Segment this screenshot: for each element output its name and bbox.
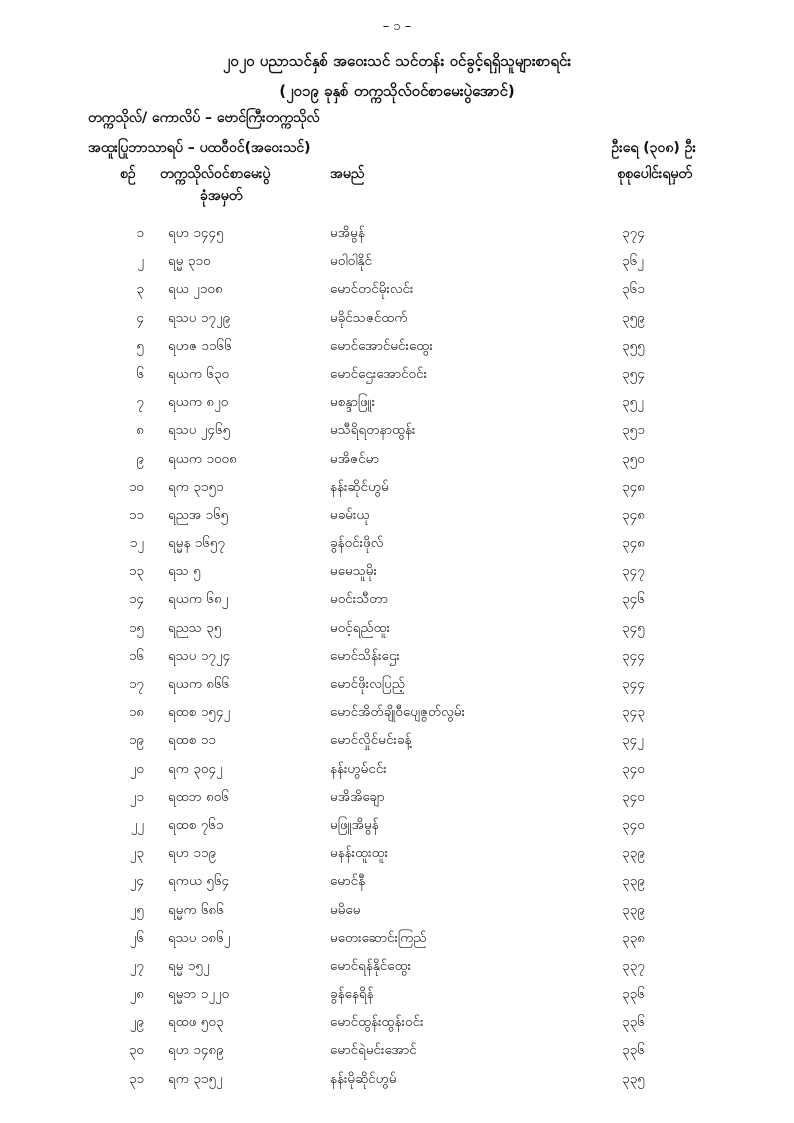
row-serial: ၂ (137, 253, 144, 270)
row-serial: ၃ (136, 281, 144, 298)
row-serial: ၁၅ (128, 619, 144, 636)
row-marks: ၃၄၈ (622, 506, 645, 523)
university-name: တက္ကသိုလ်/ ကောလိပ် – ဗောင်ကြီးတက္ကသိုလ် (88, 110, 320, 126)
row-serial: ၂၀ (129, 760, 144, 777)
row-name: မောင်နီ (330, 873, 366, 890)
table-row (0, 726, 794, 754)
row-marks: ၃၄၈ (622, 535, 645, 552)
row-roll-number: ရသပ ၁၇၂၉ (168, 309, 231, 326)
row-name: မောင်အောင်မင်းထွေး (330, 337, 433, 354)
row-serial: ၁၁ (128, 506, 144, 523)
column-header-sr: စဉ် (120, 166, 136, 182)
table-row (0, 557, 794, 585)
row-marks: ၃၄၅ (622, 619, 645, 636)
results-table (0, 219, 794, 1093)
row-name: မဝင်းသီတာ (330, 591, 388, 608)
row-name: မခမ်းယု (330, 506, 370, 523)
row-name: မဝါဝါနိုင် (330, 253, 373, 270)
table-row (0, 247, 794, 275)
row-name: မောင်ရန်နိုင်ထွေး (330, 957, 412, 974)
row-name: ခွန်နေရိန် (330, 986, 374, 1003)
row-name: မစန္ဒာဖြူး (330, 394, 376, 411)
row-serial: ၃၁ (128, 1070, 144, 1087)
table-row (0, 332, 794, 360)
row-serial: ၁ (136, 225, 144, 241)
row-name: နန်းဆိုင်ဟွမ် (330, 478, 389, 495)
row-marks: ၃၃၉ (622, 873, 645, 890)
row-roll-number: ရယက ၆၃၀ (168, 365, 230, 382)
row-serial: ၂၂ (130, 816, 144, 833)
table-row (0, 529, 794, 557)
row-name: မောင်ထွန်းထွန်းဝင်း (330, 1014, 424, 1031)
table-row (0, 388, 794, 416)
row-roll-number: ရဟ ၁၄၄၅ (168, 225, 224, 241)
row-serial: ၁၄ (128, 591, 144, 608)
row-serial: ၁၃ (128, 563, 144, 580)
row-marks: ၃၅၁ (622, 422, 645, 439)
row-name: ခွန်ဝင်းဖိုလ် (330, 535, 384, 552)
row-roll-number: ရညသ ၃၅ (168, 619, 222, 636)
row-roll-number: ရက ၃၁၅၁ (168, 478, 224, 495)
table-row (0, 783, 794, 811)
row-marks: ၃၆၂ (622, 253, 644, 270)
table-row (0, 360, 794, 388)
row-marks: ၃၄၆ (622, 591, 645, 608)
table-row (0, 1008, 794, 1036)
row-name: မအိဇင်မာ (330, 450, 379, 467)
table-row (0, 867, 794, 895)
row-name: မမိမေ (330, 901, 361, 918)
table-row (0, 585, 794, 613)
row-roll-number: ရသပ ၁၇၂၄ (168, 647, 231, 664)
row-name: မောင်လှိုင်မင်းခန့် (330, 732, 412, 749)
table-row (0, 896, 794, 924)
row-name: မောင်ဌေးအောင်ဝင်း (330, 365, 428, 382)
row-name: နန်းဟွမ်ငင်း (330, 760, 387, 777)
row-roll-number: ရသ ၅ (168, 563, 201, 580)
row-name: မဝင့်ရည်ထူး (330, 619, 391, 636)
table-row (0, 1065, 794, 1093)
row-marks: ၃၄၀ (622, 816, 645, 833)
row-roll-number: ရဟ ၁၁၉ (168, 845, 217, 862)
row-serial: ၁၂ (129, 535, 144, 552)
row-roll-number: ရသပ ၁၈၆၂ (168, 929, 231, 946)
row-serial: ၁၀ (128, 478, 144, 495)
row-roll-number: ရထစ ၇၆၁ (168, 816, 224, 833)
row-roll-number: ရထစ ၁၅၄၂ (168, 704, 231, 721)
document-subtitle: (၂၀၁၉ ခုနှစ် တက္ကသိုလ်ဝင်စာမေးပွဲအောင်) (279, 82, 515, 100)
row-serial: ၂၄ (129, 873, 144, 890)
row-serial: ၉ (136, 450, 144, 467)
row-roll-number: ရမ္မ ၃၁၀ (168, 253, 211, 270)
row-name: မောင်သိန်းဌေး (330, 647, 400, 664)
row-marks: ၃၃၅ (622, 1070, 645, 1087)
row-roll-number: ရယ ၂၁၀၈ (168, 281, 223, 298)
table-row (0, 698, 794, 726)
row-serial: ၂၅ (129, 901, 144, 918)
table-row (0, 473, 794, 501)
major-subject: အထူးပြုဘာသာရပ် – ပထဝီဝင်(အဝေးသင်) (88, 140, 311, 156)
row-marks: ၃၃၆ (622, 1014, 645, 1031)
table-row (0, 952, 794, 980)
row-name: မတေးဆောင်းကြည် (330, 929, 427, 946)
row-roll-number: ရထဘ ၈၀၆ (168, 788, 229, 805)
row-serial: ၅ (136, 337, 144, 354)
row-roll-number: ရညအ ၁၆၅ (168, 506, 229, 523)
row-marks: ၃၅၄ (622, 365, 645, 382)
row-name: မအိမွန် (330, 225, 365, 241)
row-marks: ၃၄၀ (622, 788, 645, 805)
row-marks: ၃၃၈ (622, 929, 645, 946)
row-roll-number: ရထဖ ၅၀၃ (168, 1014, 224, 1031)
table-row (0, 1036, 794, 1064)
row-roll-number: ရက ၃၁၅၂ (168, 1070, 223, 1087)
row-marks: ၃၅၀ (622, 450, 645, 467)
row-marks: ၃၄၀ (622, 760, 645, 777)
row-roll-number: ရကယ ၅၆၄ (168, 873, 230, 890)
row-serial: ၂၆ (129, 929, 144, 946)
row-serial: ၃၀ (128, 1042, 144, 1059)
row-serial: ၁၆ (128, 647, 144, 664)
row-name: မမေသူမိုး (330, 563, 377, 580)
row-roll-number: ရက ၃၀၄၂ (168, 760, 223, 777)
table-row (0, 219, 794, 247)
row-marks: ၃၄၇ (622, 563, 645, 580)
row-roll-number: ရမ္မဘ ၁၂၂၀ (168, 986, 230, 1003)
table-row (0, 501, 794, 529)
row-roll-number: ရယက ၈၂၀ (168, 394, 229, 411)
column-header-roll-line2: ခုံအမှတ် (200, 188, 243, 204)
row-serial: ၂၉ (129, 1014, 144, 1031)
row-serial: ၄ (136, 309, 144, 326)
row-marks: ၃၆၁ (622, 281, 645, 298)
row-roll-number: ရယက ၁၀၀၈ (168, 450, 237, 467)
column-header-roll: တက္ကသိုလ်ဝင်စာမေးပွဲ (160, 166, 271, 182)
row-name: မသီရိရတနာထွန်း (330, 422, 416, 439)
row-name: မနန်းထူးထူး (330, 845, 389, 862)
row-marks: ၃၄၄ (622, 647, 645, 664)
row-marks: ၃၃၉ (622, 845, 645, 862)
row-serial: ၁၈ (128, 704, 144, 721)
row-marks: ၃၄၃ (622, 704, 645, 721)
row-marks: ၃၃၆ (622, 1042, 645, 1059)
row-roll-number: ရယက ၆၈၂ (168, 591, 229, 608)
row-marks: ၃၅၂ (622, 394, 644, 411)
table-row (0, 924, 794, 952)
row-serial: ၁၉ (128, 732, 144, 749)
row-name: မောင်တင်မိုးလင်း (330, 281, 414, 298)
row-roll-number: ရမ္မ ၁၅၂ (168, 957, 210, 974)
row-serial: ၁၇ (128, 676, 144, 692)
row-name: မဖြူအိမွန် (330, 816, 379, 833)
row-marks: ၃၃၇ (622, 957, 645, 974)
table-row (0, 304, 794, 332)
row-name: မောင်ဖိုးလပြည့် (330, 676, 405, 692)
row-serial: ၂၁ (129, 788, 144, 805)
row-name: မောင်အိတ်ချိုဝီပျေဇွတ်လွမ်း (330, 704, 465, 721)
row-roll-number: ရယက ၈၆၆ (168, 676, 230, 692)
row-serial: ၇ (136, 394, 144, 411)
row-marks: ၃၅၉ (622, 309, 645, 326)
row-marks: ၃၄၈ (622, 478, 645, 495)
page-number: – ၁ – (382, 19, 412, 34)
row-marks: ၃၇၄ (622, 225, 645, 241)
row-marks: ၃၃၆ (622, 986, 645, 1003)
row-name: မခိုင်သဇင်ထက် (330, 309, 408, 326)
row-serial: ၂၇ (129, 957, 144, 974)
table-row (0, 642, 794, 670)
table-row (0, 275, 794, 303)
row-roll-number: ရထစ ၁၁ (168, 732, 216, 749)
table-row (0, 755, 794, 783)
row-roll-number: ရသပ ၂၄၆၅ (168, 422, 231, 439)
row-name: မောင်ရဲမင်းအောင် (330, 1042, 417, 1059)
row-serial: ၆ (136, 365, 144, 382)
row-roll-number: ရမ္မန ၁၆၅၇ (168, 535, 226, 552)
row-roll-number: ရမ္မက ၆၈၆ (168, 901, 224, 918)
row-serial: ၂၃ (129, 845, 144, 862)
row-marks: ၃၃၉ (622, 901, 645, 918)
table-row (0, 416, 794, 444)
row-name: မအိအိချော (330, 788, 385, 805)
row-roll-number: ရဟဇ ၁၁၆၆ (168, 337, 232, 354)
quota-count: ဦးရေ (၃၀၈) ဦး (611, 140, 696, 156)
row-marks: ၃၅၅ (622, 337, 645, 354)
column-header-name: အမည် (330, 166, 365, 182)
row-name: နန်းမိုဆိုင်ဟွမ် (330, 1070, 397, 1087)
row-serial: ၈ (136, 422, 144, 439)
table-row (0, 670, 794, 698)
table-row (0, 445, 794, 473)
column-header-marks: စုစုပေါင်းရမှတ် (617, 166, 692, 182)
row-marks: ၃၄၄ (622, 676, 645, 692)
table-row (0, 811, 794, 839)
table-row (0, 980, 794, 1008)
table-row (0, 839, 794, 867)
row-marks: ၃၄၂ (622, 732, 644, 749)
table-row (0, 614, 794, 642)
row-roll-number: ရဟ ၁၄၈၉ (168, 1042, 224, 1059)
document-title: ၂၀၂၀ ပညာသင်နှစ် အဝေးသင် သင်တန်း ဝင်ခွင့်ရရှိသူများစာရင်း (222, 52, 572, 70)
row-serial: ၂၈ (129, 986, 144, 1003)
